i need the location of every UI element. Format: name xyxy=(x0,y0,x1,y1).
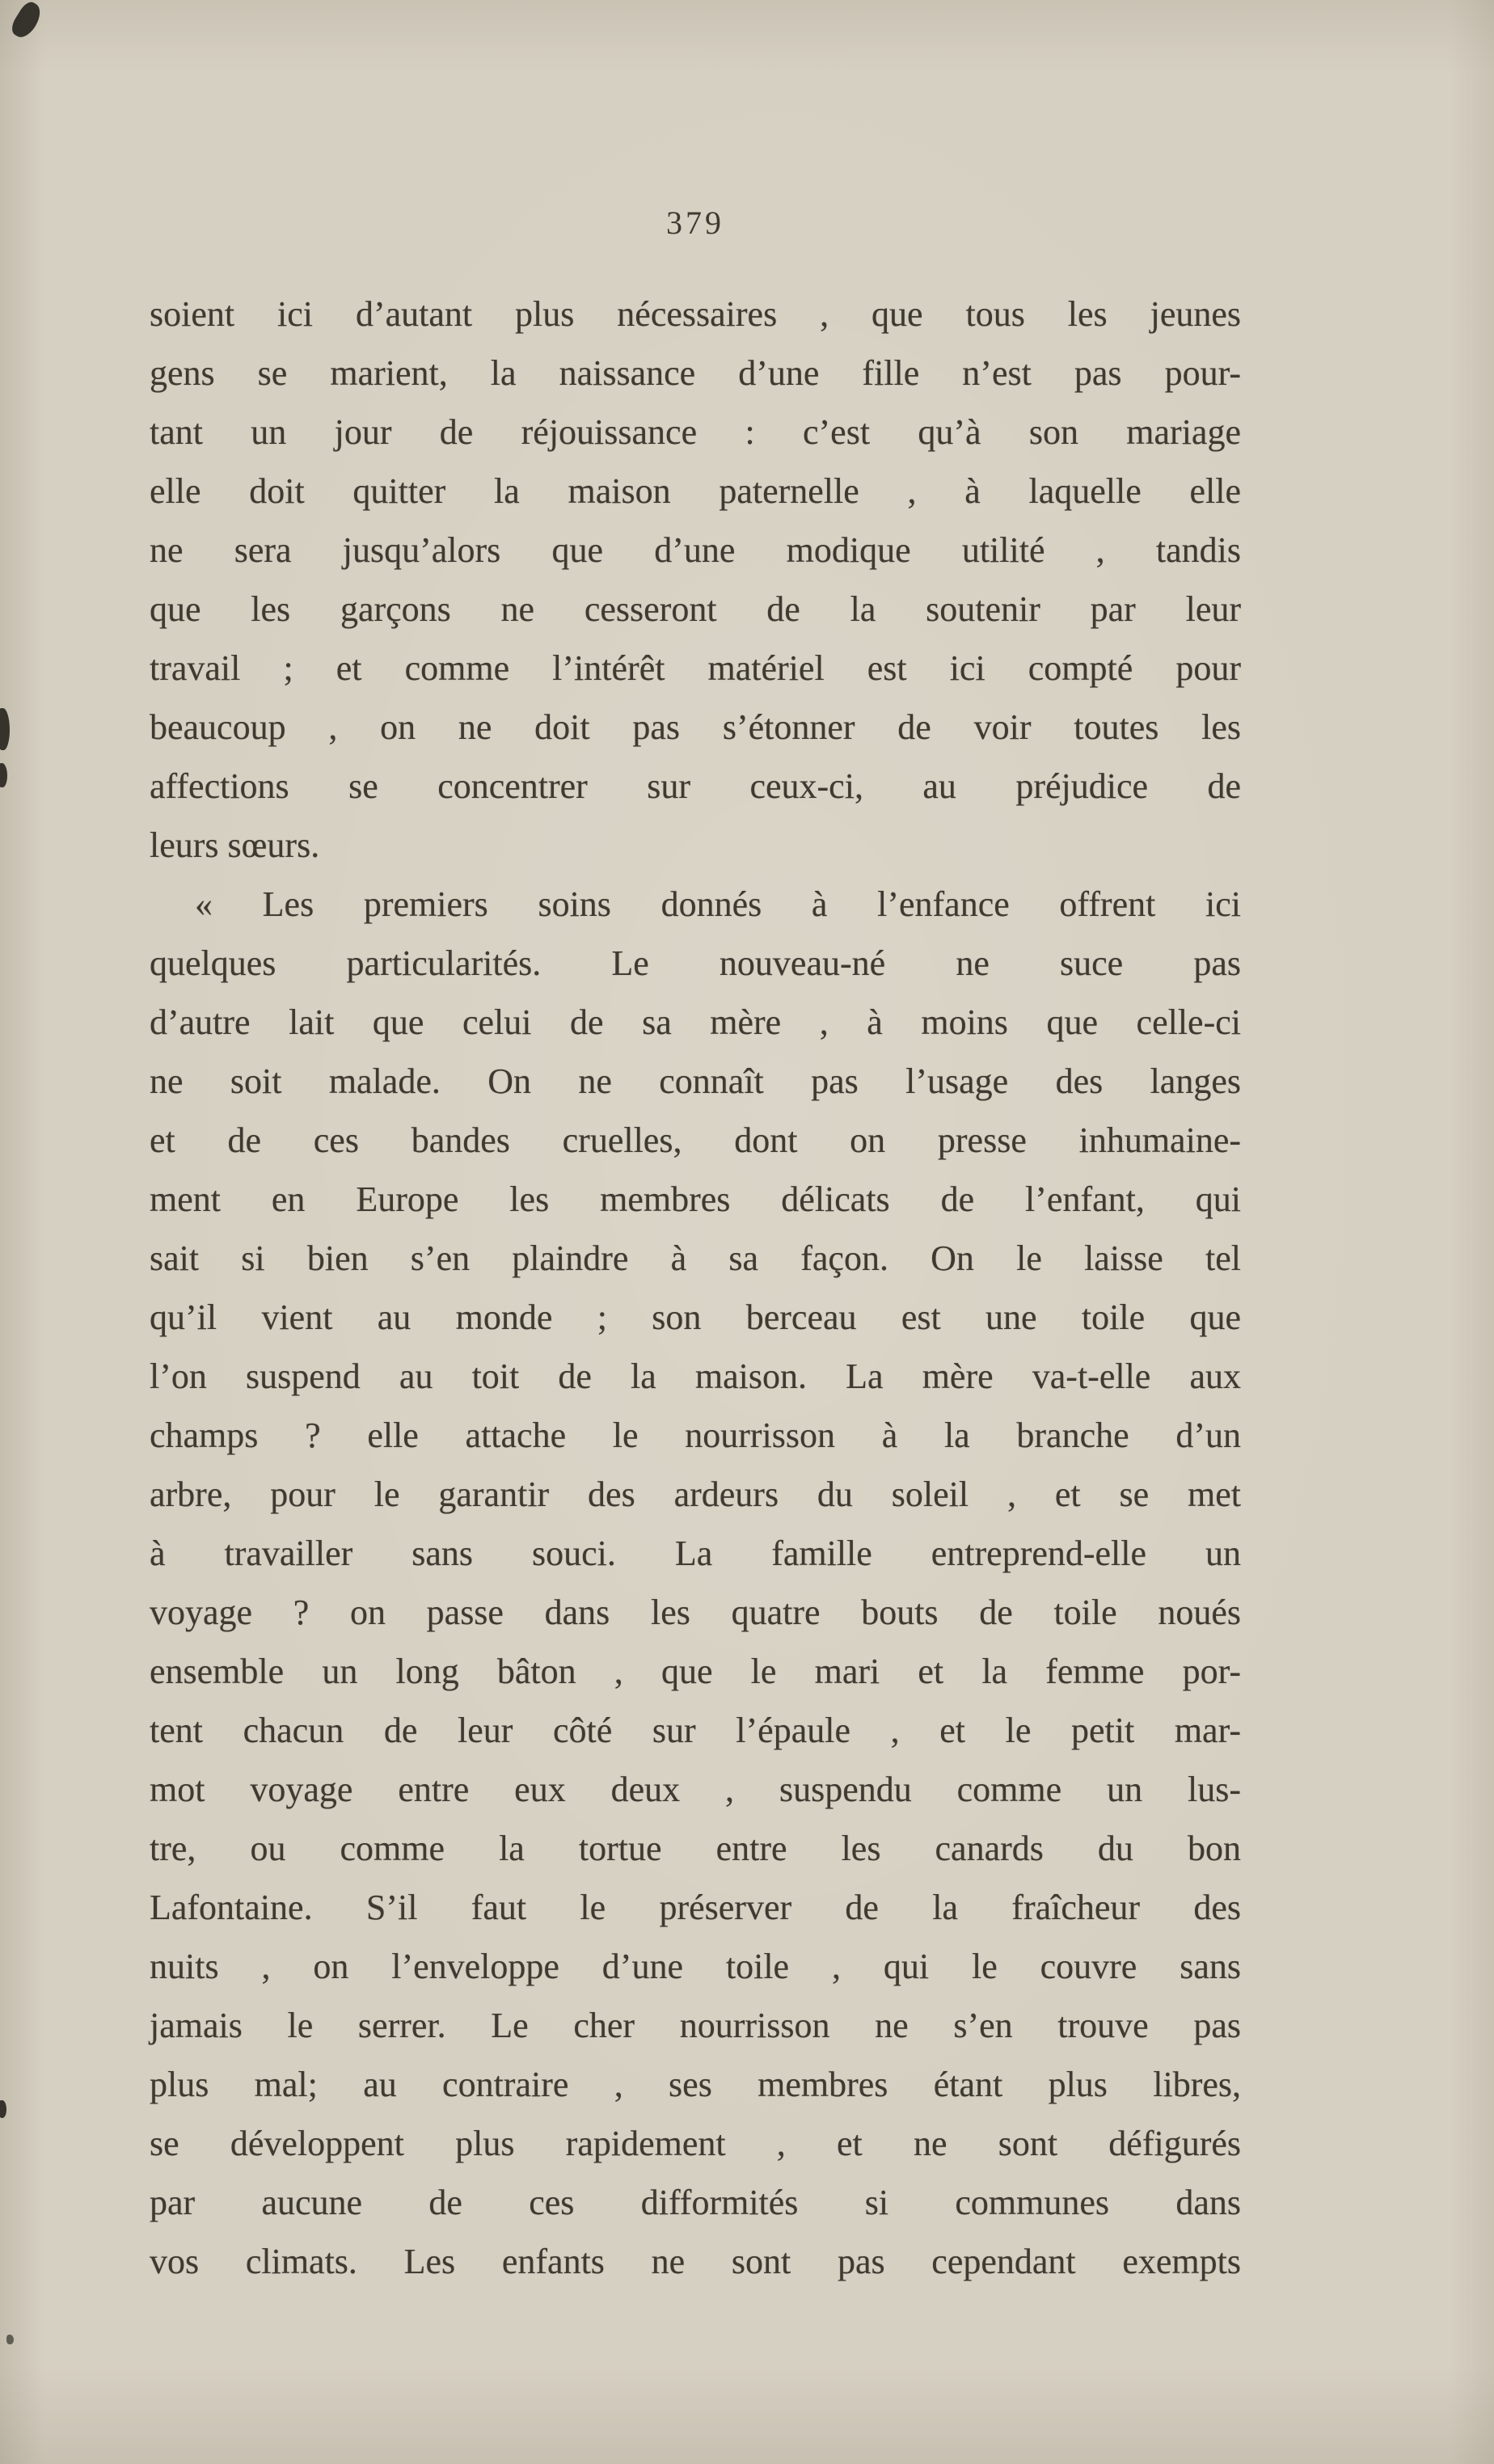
text-line: « Les premiers soins donnés à l’enfance offrent ici xyxy=(195,884,1241,924)
text-line: tant un jour de réjouissance : c’est qu’à son mariage xyxy=(150,412,1241,452)
text-line: ne soit malade. On ne connaît pas l’usage des langes xyxy=(150,1061,1241,1101)
text-line: sait si bien s’en plaindre à sa façon. On le laisse tel xyxy=(150,1238,1241,1278)
text-line: quelques particularités. Le nouveau-né ne suce pas xyxy=(150,943,1241,983)
text-line: elle doit quitter la maison paternelle , à laquelle elle xyxy=(150,471,1241,511)
text-line: se développent plus rapidement , et ne sont défigurés xyxy=(150,2124,1241,2163)
text-line: vos climats. Les enfants ne sont pas cependant exempts xyxy=(150,2242,1241,2281)
text-line: travail ; et comme l’intérêt matériel est ici compté pour xyxy=(150,648,1241,688)
text-line: champs ? elle attache le nourrisson à la branche d’un xyxy=(150,1416,1241,1455)
scan-artifact xyxy=(0,708,10,750)
text-line: que les garçons ne cesseront de la soutenir par leur xyxy=(150,589,1241,629)
text-line: arbre, pour le garantir des ardeurs du soleil , et se met xyxy=(150,1475,1241,1514)
text-line: l’on suspend au toit de la maison. La mère va-t-elle aux xyxy=(150,1356,1241,1396)
text-line: leurs sœurs. xyxy=(150,825,320,865)
text-line: à travailler sans souci. La famille entreprend-elle un xyxy=(150,1534,1241,1573)
scan-artifact xyxy=(6,2335,14,2344)
text-line: gens se marient, la naissance d’une fille n’est pas pour- xyxy=(150,353,1241,393)
scan-artifact xyxy=(8,0,45,41)
text-line: par aucune de ces difformités si communes dans xyxy=(150,2183,1241,2222)
text-line: ensemble un long bâton , que le mari et la femme por- xyxy=(150,1652,1241,1691)
page-number: 379 xyxy=(666,205,724,241)
text-line: tent chacun de leur côté sur l’épaule , et le petit mar- xyxy=(150,1711,1241,1750)
text-line: Lafontaine. S’il faut le préserver de la fraîcheur des xyxy=(150,1888,1241,1927)
page-text xyxy=(150,285,1241,2291)
text-line: beaucoup , on ne doit pas s’étonner de voir toutes les xyxy=(150,707,1241,747)
text-line: tre, ou comme la tortue entre les canards du bon xyxy=(150,1829,1241,1868)
text-line: nuits , on l’enveloppe d’une toile , qui le couvre sans xyxy=(150,1947,1241,1986)
text-line: ment en Europe les membres délicats de l’enfant, qui xyxy=(150,1179,1241,1219)
text-line: voyage ? on passe dans les quatre bouts de toile noués xyxy=(150,1593,1241,1632)
text-line: jamais le serrer. Le cher nourrisson ne s’en trouve pas xyxy=(150,2006,1241,2045)
scan-artifact xyxy=(0,763,7,787)
text-line: plus mal; au contraire , ses membres étant plus libres, xyxy=(150,2065,1241,2104)
text-line: soient ici d’autant plus nécessaires , que tous les jeunes xyxy=(150,294,1241,334)
text-line: qu’il vient au monde ; son berceau est une toile que xyxy=(150,1297,1241,1337)
text-line: d’autre lait que celui de sa mère , à moins que celle-ci xyxy=(150,1002,1241,1042)
text-line: et de ces bandes cruelles, dont on presse inhumaine- xyxy=(150,1120,1241,1160)
text-line: affections se concentrer sur ceux-ci, au préjudice de xyxy=(150,766,1241,806)
text-line: ne sera jusqu’alors que d’une modique utilité , tandis xyxy=(150,530,1241,570)
scan-artifact xyxy=(0,2100,6,2118)
text-line: mot voyage entre eux deux , suspendu comme un lus- xyxy=(150,1770,1241,1809)
